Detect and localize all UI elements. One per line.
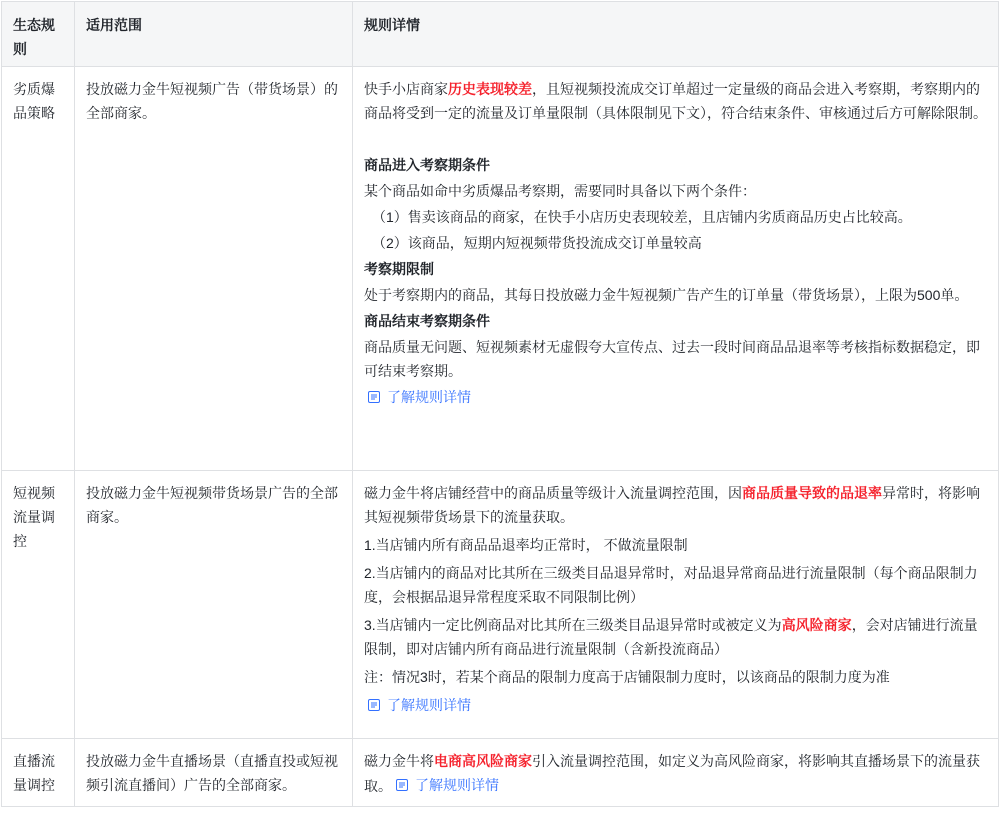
list-item: 2.当店铺内的商品对比其所在三级类目品退异常时，对品退异常商品进行流量限制（每个商品限制力度，会根据品退异常程度采取不同限制比例） (364, 565, 978, 605)
intro-text: 磁力金牛将店铺经营中的商品质量等级计入流量调控范围，因 (364, 485, 742, 501)
rule-scope: 投放磁力金牛短视频带货场景广告的全部商家。 (75, 471, 353, 739)
link-label[interactable]: 了解规则详情 (415, 777, 499, 793)
doc-icon (368, 391, 380, 403)
section-title: 商品进入考察期条件 (364, 157, 490, 173)
highlight-text: 高风险商家 (781, 617, 852, 633)
header-rule: 生态规则 (2, 2, 75, 67)
rule-name: 短视频流量调控 (2, 471, 75, 739)
doc-icon (368, 699, 380, 711)
rule-scope: 投放磁力金牛直播场景（直播直投或短视频引流直播间）广告的全部商家。 (75, 739, 353, 807)
section-title: 商品结束考察期条件 (364, 313, 490, 329)
highlight-text: 电商高风险商家 (434, 753, 532, 769)
rules-table (1, 1, 999, 807)
link-label[interactable]: 了解规则详情 (387, 389, 471, 405)
header-detail: 规则详情 (353, 2, 999, 67)
rule-scope: 投放磁力金牛短视频广告（带货场景）的全部商家。 (75, 67, 353, 471)
table-row (2, 67, 999, 471)
item-text: 3.当店铺内一定比例商品对比其所在三级类目品退异常时或被定义为 (364, 617, 782, 633)
rule-name: 劣质爆品策略 (2, 67, 75, 471)
doc-icon (396, 779, 408, 791)
rule-details-link[interactable] (368, 693, 471, 717)
note-text: 注：情况3时，若某个商品的限制力度高于店铺限制力度时，以该商品的限制力度为准 (364, 669, 890, 685)
section-text: 某个商品如命中劣质爆品考察期，需要同时具备以下两个条件： (364, 183, 756, 199)
rule-details-link[interactable] (368, 385, 471, 409)
table-row (2, 739, 999, 807)
rule-detail (353, 471, 999, 739)
condition-item: （1）售卖该商品的商家，在快手小店历史表现较差，且店铺内劣质商品历史占比较高。 (372, 209, 912, 225)
rule-details-link[interactable] (396, 773, 499, 797)
intro-text: 异常时，将影响其短视频带货场景下的流量获取。 (364, 485, 980, 525)
highlight-text: 历史表现较差 (448, 81, 532, 97)
rule-detail (353, 67, 999, 471)
link-label[interactable]: 了解规则详情 (387, 697, 471, 713)
detail-intro (364, 749, 987, 798)
header-scope: 适用范围 (75, 2, 353, 67)
list-item: 1.当店铺内所有商品品退率均正常时， 不做流量限制 (364, 537, 688, 553)
highlight-text: 商品质量导致的品退率 (742, 485, 882, 501)
section-title: 考察期限制 (364, 261, 434, 277)
intro-text: 引入流量调控范围，如定义为高风险商家，将影响其直播场景下的流量获取。 (364, 753, 980, 794)
table-header-row (2, 2, 999, 67)
section-text: 商品质量无问题、短视频素材无虚假夸大宣传点、过去一段时间商品品退率等考核指标数据稳定，即可结束考察期。 (364, 339, 980, 379)
section-text: 处于考察期内的商品，其每日投放磁力金牛短视频广告产生的订单量（带货场景），上限为500单。 (364, 287, 969, 303)
detail-intro (364, 481, 987, 529)
intro-text: 磁力金牛将 (364, 753, 434, 769)
detail-intro (364, 77, 987, 125)
condition-item: （2）该商品，短期内短视频带货投流成交订单量较高 (372, 235, 702, 251)
table-row (2, 471, 999, 739)
intro-text: ，且短视频投流成交订单超过一定量级的商品会进入考察期，考察期内的商品将受到一定的流量及订单量限制（具体限制见下文），符合结束条件、审核通过后方可解除限制。 (364, 81, 987, 121)
rule-name: 直播流量调控 (2, 739, 75, 807)
item-text: ，会对店铺进行流量限制，即对店铺内所有商品进行流量限制（含新投流商品） (364, 617, 978, 657)
rule-detail (353, 739, 999, 807)
list-item (364, 613, 987, 661)
intro-text: 快手小店商家 (364, 81, 448, 97)
